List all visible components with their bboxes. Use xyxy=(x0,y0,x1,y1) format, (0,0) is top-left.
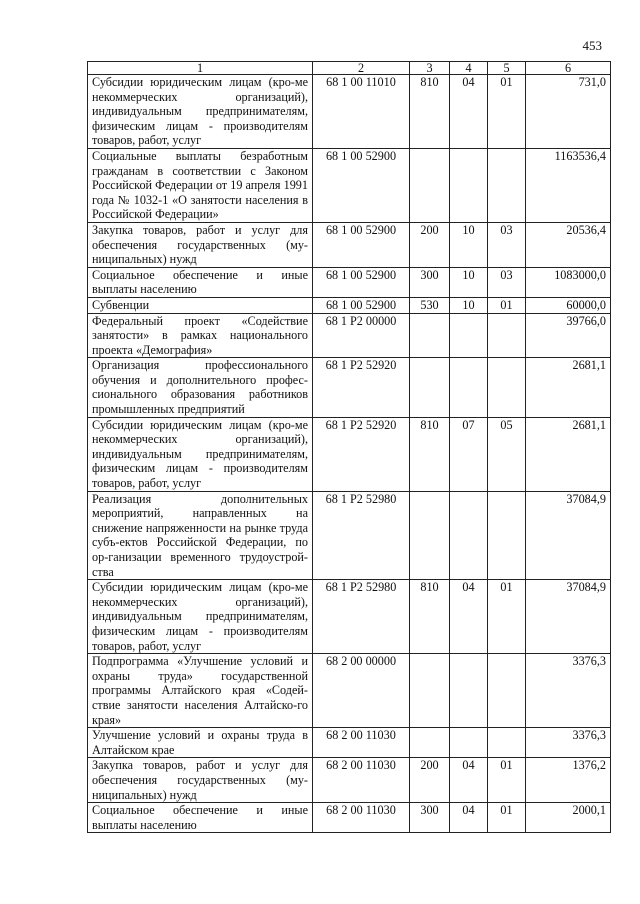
subsection-code-cell xyxy=(488,728,526,758)
amount-cell: 1376,2 xyxy=(526,758,611,803)
target-code-cell: 68 1 00 52900 xyxy=(313,297,410,313)
column-header: 3 xyxy=(410,62,450,75)
target-code-cell: 68 1 P2 52980 xyxy=(313,580,410,654)
section-code-cell xyxy=(450,358,488,417)
target-code-cell: 68 1 P2 52920 xyxy=(313,417,410,491)
expense-type-cell: 530 xyxy=(410,297,450,313)
amount-cell: 2000,1 xyxy=(526,803,611,833)
item-name-cell: Организация профессионального обучения и дополнительного профес-сионального образования работников промышленных предприятий xyxy=(88,358,313,417)
target-code-cell: 68 1 P2 52920 xyxy=(313,358,410,417)
table-row xyxy=(88,222,611,267)
expense-type-cell xyxy=(410,654,450,728)
column-header: 6 xyxy=(526,62,611,75)
table-row xyxy=(88,417,611,491)
target-code-cell: 68 2 00 11030 xyxy=(313,728,410,758)
subsection-code-cell: 01 xyxy=(488,580,526,654)
subsection-code-cell xyxy=(488,491,526,580)
table-row xyxy=(88,75,611,149)
subsection-code-cell: 01 xyxy=(488,758,526,803)
table-row xyxy=(88,491,611,580)
table-row xyxy=(88,580,611,654)
section-code-cell: 07 xyxy=(450,417,488,491)
table-row xyxy=(88,148,611,222)
section-code-cell: 04 xyxy=(450,803,488,833)
table-row xyxy=(88,358,611,417)
amount-cell: 2681,1 xyxy=(526,417,611,491)
section-code-cell: 10 xyxy=(450,222,488,267)
section-code-cell xyxy=(450,313,488,358)
amount-cell: 39766,0 xyxy=(526,313,611,358)
item-name-cell: Субвенции xyxy=(88,297,313,313)
subsection-code-cell: 03 xyxy=(488,267,526,297)
target-code-cell: 68 1 P2 00000 xyxy=(313,313,410,358)
expense-type-cell: 300 xyxy=(410,267,450,297)
table-body xyxy=(88,75,611,833)
expense-type-cell: 200 xyxy=(410,758,450,803)
table-row xyxy=(88,313,611,358)
section-code-cell xyxy=(450,491,488,580)
target-code-cell: 68 2 00 11030 xyxy=(313,803,410,833)
expense-type-cell xyxy=(410,491,450,580)
table-row xyxy=(88,803,611,833)
expense-type-cell: 300 xyxy=(410,803,450,833)
column-header: 1 xyxy=(88,62,313,75)
item-name-cell: Подпрограмма «Улучшение условий и охраны труда» государственной программы Алтайского края «Содей-ствие занятости населения Алтайско-го края» xyxy=(88,654,313,728)
target-code-cell: 68 1 P2 52980 xyxy=(313,491,410,580)
item-name-cell: Социальное обеспечение и иные выплаты населению xyxy=(88,803,313,833)
target-code-cell: 68 1 00 52900 xyxy=(313,267,410,297)
item-name-cell: Улучшение условий и охраны труда в Алтайском крае xyxy=(88,728,313,758)
table-row xyxy=(88,654,611,728)
amount-cell: 1083000,0 xyxy=(526,267,611,297)
section-code-cell xyxy=(450,728,488,758)
amount-cell: 731,0 xyxy=(526,75,611,149)
item-name-cell: Закупка товаров, работ и услуг для обеспечения государственных (му-ниципальных) нужд xyxy=(88,222,313,267)
column-header: 2 xyxy=(313,62,410,75)
expense-type-cell: 200 xyxy=(410,222,450,267)
expense-type-cell xyxy=(410,313,450,358)
target-code-cell: 68 2 00 00000 xyxy=(313,654,410,728)
column-header: 4 xyxy=(450,62,488,75)
item-name-cell: Социальные выплаты безработным гражданам в соответствии с Законом Российской Федерации от 19 апреля 1991 года № 1032-1 «О занятости населения в Российской Федерации» xyxy=(88,148,313,222)
subsection-code-cell: 03 xyxy=(488,222,526,267)
item-name-cell: Федеральный проект «Содействие занятости» в рамках национального проекта «Демография» xyxy=(88,313,313,358)
item-name-cell: Социальное обеспечение и иные выплаты населению xyxy=(88,267,313,297)
amount-cell: 1163536,4 xyxy=(526,148,611,222)
amount-cell: 3376,3 xyxy=(526,654,611,728)
amount-cell: 20536,4 xyxy=(526,222,611,267)
table-row xyxy=(88,758,611,803)
item-name-cell: Реализация дополнительных мероприятий, направленных на снижение напряженности на рынке труда субъ-ектов Российской Федерации, по ор-ганизации временного трудоустрой-ства xyxy=(88,491,313,580)
section-code-cell: 04 xyxy=(450,580,488,654)
table-row xyxy=(88,728,611,758)
subsection-code-cell xyxy=(488,313,526,358)
subsection-code-cell: 01 xyxy=(488,297,526,313)
expense-type-cell: 810 xyxy=(410,417,450,491)
item-name-cell: Субсидии юридическим лицам (кро-ме некоммерческих организаций), индивидуальным предпринимателям, физическим лицам - производителям товаров, работ, услуг xyxy=(88,417,313,491)
column-header: 5 xyxy=(488,62,526,75)
expense-type-cell xyxy=(410,728,450,758)
section-code-cell: 10 xyxy=(450,267,488,297)
amount-cell: 2681,1 xyxy=(526,358,611,417)
subsection-code-cell: 01 xyxy=(488,803,526,833)
item-name-cell: Субсидии юридическим лицам (кро-ме некоммерческих организаций), индивидуальным предпринимателям, физическим лицам - производителям товаров, работ, услуг xyxy=(88,580,313,654)
budget-table xyxy=(87,61,611,833)
subsection-code-cell: 01 xyxy=(488,75,526,149)
section-code-cell: 10 xyxy=(450,297,488,313)
target-code-cell: 68 1 00 11010 xyxy=(313,75,410,149)
amount-cell: 37084,9 xyxy=(526,580,611,654)
item-name-cell: Субсидии юридическим лицам (кро-ме некоммерческих организаций), индивидуальным предпринимателям, физическим лицам - производителям товаров, работ, услуг xyxy=(88,75,313,149)
subsection-code-cell xyxy=(488,358,526,417)
expense-type-cell xyxy=(410,358,450,417)
amount-cell: 37084,9 xyxy=(526,491,611,580)
target-code-cell: 68 2 00 11030 xyxy=(313,758,410,803)
subsection-code-cell xyxy=(488,148,526,222)
section-code-cell: 04 xyxy=(450,75,488,149)
target-code-cell: 68 1 00 52900 xyxy=(313,222,410,267)
page-number: 453 xyxy=(582,38,602,53)
subsection-code-cell xyxy=(488,654,526,728)
item-name-cell: Закупка товаров, работ и услуг для обеспечения государственных (му-ниципальных) нужд xyxy=(88,758,313,803)
target-code-cell: 68 1 00 52900 xyxy=(313,148,410,222)
expense-type-cell: 810 xyxy=(410,580,450,654)
table-row xyxy=(88,297,611,313)
expense-type-cell xyxy=(410,148,450,222)
expense-type-cell: 810 xyxy=(410,75,450,149)
section-code-cell xyxy=(450,654,488,728)
amount-cell: 60000,0 xyxy=(526,297,611,313)
amount-cell: 3376,3 xyxy=(526,728,611,758)
section-code-cell: 04 xyxy=(450,758,488,803)
table-row xyxy=(88,267,611,297)
section-code-cell xyxy=(450,148,488,222)
header-row xyxy=(88,62,611,75)
subsection-code-cell: 05 xyxy=(488,417,526,491)
